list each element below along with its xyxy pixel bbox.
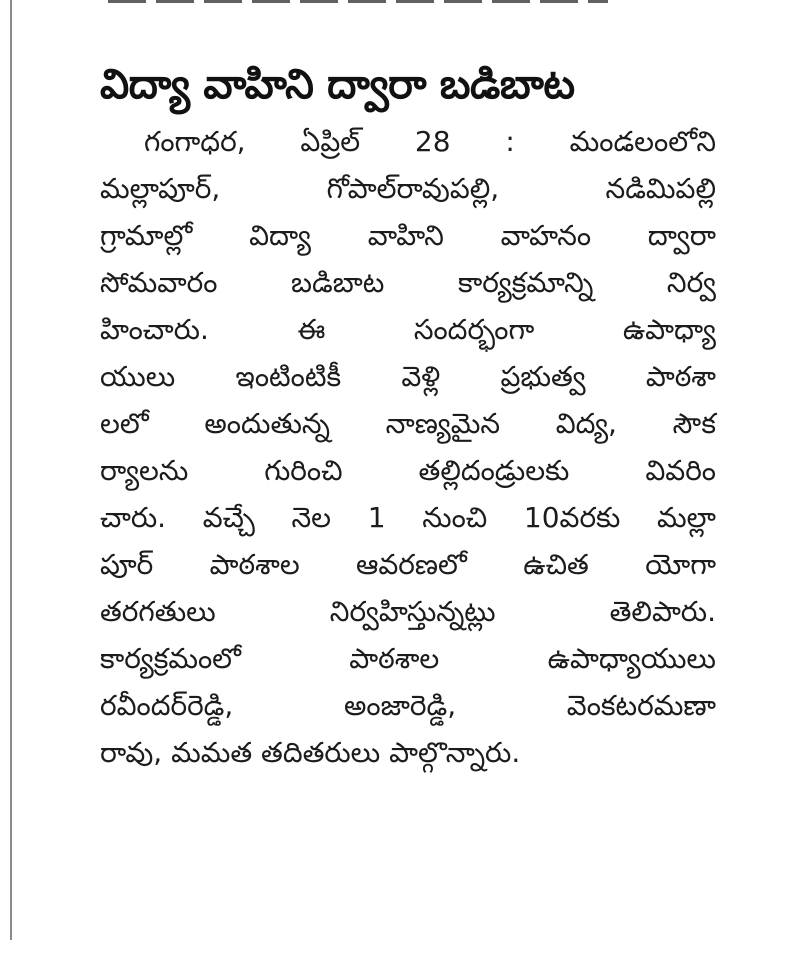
article-line: హించారు. ఈ సందర్భంగా ఉపాధ్యా	[100, 313, 716, 346]
article-line: గ్రామాల్లో విద్యా వాహిని వాహనం ద్వారా	[100, 219, 716, 252]
article-line: గంగాధర, ఏప్రిల్ 28 : మండలంలోని	[144, 125, 716, 158]
article-line: లలో అందుతున్న నాణ్యమైన విద్య, సౌక	[100, 407, 716, 440]
article-line: చారు. వచ్చే నెల 1 నుంచి 10వరకు మల్లా	[100, 501, 716, 534]
article-line: మల్లాపూర్, గోపాల్‌రావుపల్లి, నడిమిపల్లి	[100, 172, 716, 205]
article-headline: విద్యా వాహిని ద్వారా బడిబాట	[100, 60, 575, 108]
article-line: పూర్ పాఠశాల ఆవరణలో ఉచిత యోగా	[100, 548, 716, 581]
column-divider	[10, 0, 12, 940]
article-line: తరగతులు నిర్వహిస్తున్నట్లు తెలిపారు.	[100, 595, 716, 628]
article-line: సోమవారం బడిబాట కార్యక్రమాన్ని నిర్వ	[100, 266, 716, 299]
article-line: ర్యాలను గురించి తల్లిదండ్రులకు వివరిం	[100, 454, 716, 487]
previous-article-cutoff	[108, 0, 608, 8]
article-body	[100, 118, 716, 776]
article-line: కార్యక్రమంలో పాఠశాల ఉపాధ్యాయులు	[100, 642, 716, 675]
article-line: రావు, మమత తదితరులు పాల్గొన్నారు.	[100, 736, 521, 769]
article-line: రవీందర్‌రెడ్డి, అంజారెడ్డి, వెంకటరమణా	[100, 689, 716, 722]
article-line: యులు ఇంటింటికీ వెళ్లి ప్రభుత్వ పాఠశా	[100, 360, 716, 393]
